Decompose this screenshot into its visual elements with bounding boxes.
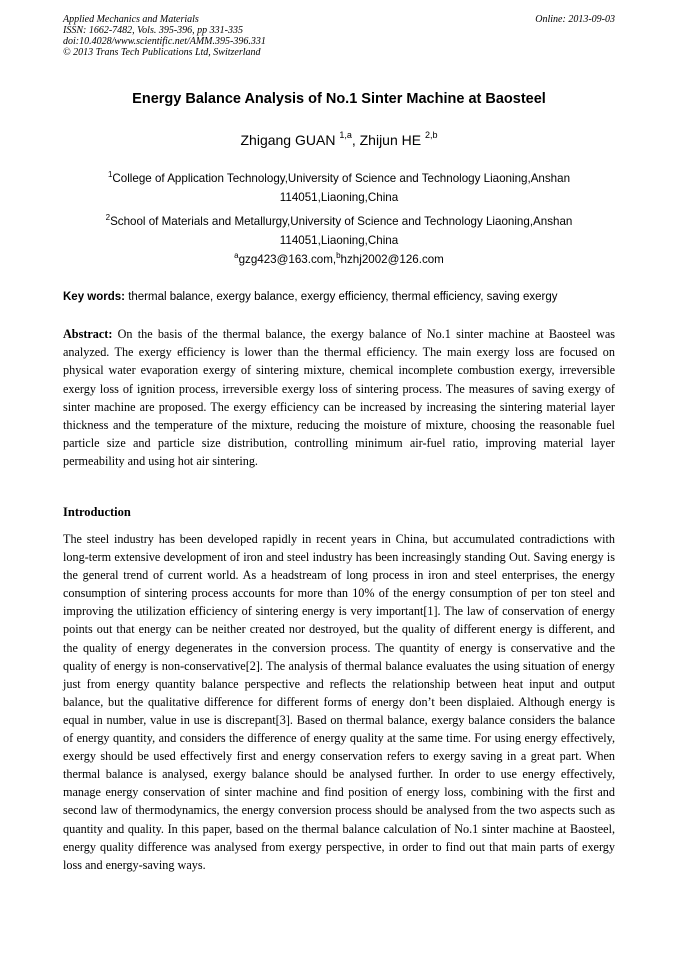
affiliation-2-text: School of Materials and Metallurgy,University of Science and Technology Liaoning,Anshan 114051,Liaoning,China — [110, 215, 573, 247]
author-2-superscript: 2,b — [424, 130, 438, 140]
paper-title: Energy Balance Analysis of No.1 Sinter Machine at Baosteel — [132, 91, 546, 107]
affiliation-1-superscript: 1 — [107, 170, 113, 179]
author-1-name: Zhigang GUAN — [240, 132, 336, 148]
keywords-paragraph — [63, 291, 623, 303]
affiliation-2-superscript: 2 — [105, 213, 111, 222]
issn-line: ISSN: 1662-7482, Vols. 395-396, pp 331-335 — [63, 25, 243, 36]
affiliation-1 — [78, 165, 600, 207]
journal-header — [63, 14, 615, 58]
introduction-heading: Introduction — [63, 505, 131, 519]
email-b: hzhj2002@126.com — [340, 253, 444, 266]
author-separator: , — [351, 132, 360, 148]
author-1-superscript: 1,a — [339, 130, 352, 140]
keywords-label: Key words: — [63, 291, 125, 303]
author-2-name: Zhijun HE — [359, 132, 422, 148]
affiliation-2 — [78, 208, 600, 250]
online-date: Online: 2013-09-03 — [535, 14, 615, 25]
email-a: gzg423@163.com, — [238, 253, 337, 266]
email-a-superscript: a — [234, 251, 239, 260]
abstract-text: On the basis of the thermal balance, the exergy balance of No.1 sinter machine at Baosteel was analyzed. The exergy efficiency is lower than the thermal efficiency. The main exergy loss are focused on physical water evaporation exergy of sintering mixture, chemical incomplete combustion exergy, irreversible exergy loss of ignition process, irreversible exergy loss of sintering process. The measures of saving exergy of sinter machine are proposed. The exergy efficiency can be increased by increasing the sintering material layer thickness and the temperature of the mixture, reducing the moisture of mixture, choosing the reasonable fuel particle size and particle size distribution, controlling minimum air-fuel ratio, improving material layer permeability and using hot air sintering. — [63, 327, 615, 469]
email-b-superscript: b — [336, 251, 341, 260]
journal-name: Applied Mechanics and Materials — [63, 14, 199, 25]
abstract-label: Abstract: — [63, 327, 113, 341]
doi-line: doi:10.4028/www.scientific.net/AMM.395-396.331 — [63, 36, 266, 47]
author-line — [40, 130, 638, 148]
affiliation-1-text: College of Application Technology,University of Science and Technology Liaoning,Anshan 114051,Liaoning,China — [112, 172, 571, 204]
email-line — [40, 251, 638, 266]
keywords-text: thermal balance, exergy balance, exergy efficiency, thermal efficiency, saving exergy — [125, 291, 558, 303]
abstract-paragraph — [63, 325, 615, 471]
introduction-paragraph: The steel industry has been developed rapidly in recent years in China, but accumulated contradictions with long-term extensive development of iron and steel industry has been increasingly standing Out. Saving energy is the general trend of current world. As a headstream of long process in iron and steel enterprises, the energy consumption of sintering process accounts for more than 10% of the energy consumption of per ton steel and improving the utilization efficiency of sintering energy is very important[1]. The law of conservation of energy points out that energy can be neither created nor destroyed, but the quality of different energy is different, and the quality of energy degenerates in the conversion process. The quantity of energy is conservative and the quality of energy is non-conservative[2]. The analysis of thermal balance evaluates the using situation of energy just from energy quantity balance perspective and reflects the relationship between heat input and output balance, but the qualitative difference for different forms of energy don’t been displaied. Although energy is equal in number, value in use is discrepant[3]. Based on thermal balance, exergy balance considers the balance of energy quantity, and considers the difference of energy quality at the same time. For using energy effectively, exergy should be used effectively first and energy conservation refers to exergy saving in a great part. When thermal balance is analysed, exergy balance should be analysed further. In order to use energy effectively, manage energy conservation of sinter machine and find position of energy loss, combining with the first and second law of thermodynamics, the energy conversion process should be analysed from the two aspects such as quantity and quality. In this paper, based on the thermal balance calculation of No.1 sinter machine at Baosteel, energy quality difference was analysed from exergy perspective, in order to find out that main parts of exergy loss and energy-saving ways. — [63, 532, 615, 872]
copyright-line: © 2013 Trans Tech Publications Ltd, Switzerland — [63, 47, 261, 58]
